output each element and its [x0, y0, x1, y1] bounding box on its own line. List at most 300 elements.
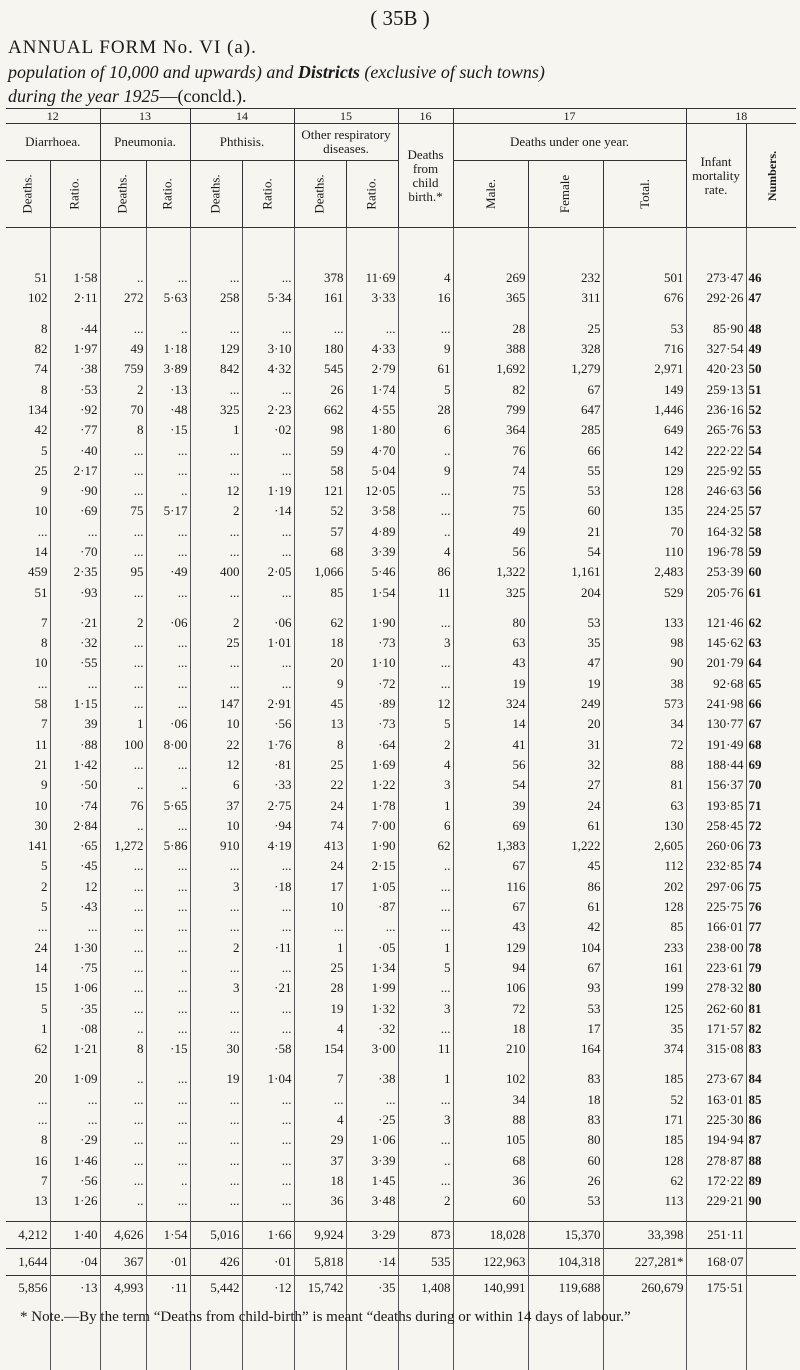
table-cell: 5·46 — [346, 562, 398, 582]
table-cell: 14 — [6, 542, 50, 562]
table-cell: 19 — [294, 998, 346, 1018]
table-cell: 61 — [746, 582, 796, 602]
table-cell: 11 — [398, 1039, 453, 1059]
table-cell: 9 — [398, 461, 453, 481]
table-cell: 9 — [6, 775, 50, 795]
table-cell: ... — [100, 694, 146, 714]
table-cell: 55 — [746, 461, 796, 481]
table-cell: ·29 — [50, 1130, 100, 1150]
table-cell: .. — [398, 1150, 453, 1170]
table-cell: ·11 — [242, 938, 294, 958]
table-cell: 62 — [294, 613, 346, 633]
table-cell: ·77 — [50, 420, 100, 440]
table-cell: 5·86 — [146, 836, 190, 856]
table-cell: 22 — [294, 775, 346, 795]
table-cell: ... — [146, 897, 190, 917]
table-cell: ... — [50, 1110, 100, 1130]
table-cell: .. — [398, 856, 453, 876]
table-cell: 85 — [603, 917, 686, 937]
table-cell: 328 — [528, 339, 603, 359]
table-cell: ... — [146, 674, 190, 694]
table-cell: 1·22 — [346, 775, 398, 795]
table-cell: 5,016 — [190, 1222, 242, 1249]
table-cell: ... — [146, 694, 190, 714]
table-cell: ... — [100, 1171, 146, 1191]
table-cell: 278·87 — [686, 1150, 746, 1170]
table-cell: 236·16 — [686, 400, 746, 420]
table-cell: ... — [398, 674, 453, 694]
col-number-13: 13 — [100, 109, 190, 124]
table-cell: 149 — [603, 379, 686, 399]
table-cell: ... — [190, 268, 242, 288]
table-cell: 68 — [453, 1150, 528, 1170]
table-cell: 53 — [528, 481, 603, 501]
table-cell: ... — [190, 856, 242, 876]
table-cell: 11 — [398, 582, 453, 602]
table-cell: 50 — [746, 359, 796, 379]
table-cell: 92·68 — [686, 674, 746, 694]
table-cell: 1·34 — [346, 958, 398, 978]
table-cell: 30 — [190, 1039, 242, 1059]
table-cell: 662 — [294, 400, 346, 420]
table-cell: 799 — [453, 400, 528, 420]
table-cell: 71 — [746, 795, 796, 815]
table-row — [6, 816, 796, 836]
table-cell: 4·32 — [242, 359, 294, 379]
table-cell: 10 — [6, 501, 50, 521]
table-cell: 53 — [528, 998, 603, 1018]
table-cell: ... — [100, 542, 146, 562]
table-cell: 1 — [190, 420, 242, 440]
table-cell: ... — [398, 978, 453, 998]
table-cell: 76 — [746, 897, 796, 917]
table-cell: ·06 — [146, 714, 190, 734]
table-cell: 5 — [6, 897, 50, 917]
table-cell: ·35 — [50, 998, 100, 1018]
table-cell: 65 — [746, 674, 796, 694]
table-cell: 13 — [6, 1191, 50, 1211]
page-number: ( 35B ) — [0, 6, 800, 31]
table-cell: 378 — [294, 268, 346, 288]
table-cell: 82 — [453, 379, 528, 399]
table-row — [6, 1191, 796, 1211]
table-cell: 7·00 — [346, 816, 398, 836]
table-cell: 78 — [746, 938, 796, 958]
table-cell: 25 — [294, 958, 346, 978]
table-cell: 273·67 — [686, 1069, 746, 1089]
table-cell: 324 — [453, 694, 528, 714]
col-number-15: 15 — [294, 109, 398, 124]
table-cell: 26 — [294, 379, 346, 399]
table-cell: 258 — [190, 288, 242, 308]
table-cell: 223·61 — [686, 958, 746, 978]
table-cell: ·45 — [50, 856, 100, 876]
table-cell: 180 — [294, 339, 346, 359]
table-cell: 104 — [528, 938, 603, 958]
table-cell: 202 — [603, 877, 686, 897]
table-cell: 1·90 — [346, 836, 398, 856]
table-cell: 4 — [294, 1019, 346, 1039]
table-cell: ·04 — [50, 1249, 100, 1276]
sub-phthisis-ratio: Ratio. — [242, 161, 294, 228]
table-cell: 573 — [603, 694, 686, 714]
table-cell: 45 — [294, 694, 346, 714]
table-cell: 2 — [6, 877, 50, 897]
table-row — [6, 938, 796, 958]
table-cell: 82 — [6, 339, 50, 359]
table-cell: ... — [146, 461, 190, 481]
table-cell: 100 — [100, 735, 146, 755]
table-cell: ·90 — [50, 481, 100, 501]
table-cell: 129 — [190, 339, 242, 359]
table-cell: 3·58 — [346, 501, 398, 521]
table-cell: ·44 — [50, 319, 100, 339]
table-cell: 87 — [746, 1130, 796, 1150]
table-cell: 1,446 — [603, 400, 686, 420]
table-cell: ... — [146, 1110, 190, 1130]
table-cell: 238·00 — [686, 938, 746, 958]
table-cell: 426 — [190, 1249, 242, 1276]
table-cell: ... — [100, 582, 146, 602]
table-cell: 69 — [746, 755, 796, 775]
table-cell: 161 — [294, 288, 346, 308]
table-cell: 1,692 — [453, 359, 528, 379]
table-cell: 194·94 — [686, 1130, 746, 1150]
table-cell: 5·34 — [242, 288, 294, 308]
table-cell: ·15 — [146, 1039, 190, 1059]
table-cell: 14 — [453, 714, 528, 734]
table-cell: 17 — [294, 877, 346, 897]
table-cell: 5·17 — [146, 501, 190, 521]
table-row — [6, 674, 796, 694]
table-cell: 121 — [294, 481, 346, 501]
table-cell: 69 — [453, 816, 528, 836]
table-cell: 29 — [294, 1130, 346, 1150]
table-cell: 374 — [603, 1039, 686, 1059]
table-cell: 125 — [603, 998, 686, 1018]
table-cell: ... — [242, 319, 294, 339]
table-cell: 175·51 — [686, 1276, 746, 1370]
table-cell: ... — [50, 674, 100, 694]
table-cell: ... — [242, 1019, 294, 1039]
table-cell: ... — [242, 1150, 294, 1170]
table-cell: 17 — [528, 1019, 603, 1039]
table-cell: 2·23 — [242, 400, 294, 420]
table-row — [6, 420, 796, 440]
table-cell: 172·22 — [686, 1171, 746, 1191]
table-row — [6, 877, 796, 897]
table-cell: 2·05 — [242, 562, 294, 582]
table-cell: 90 — [746, 1191, 796, 1211]
table-cell: 4 — [398, 268, 453, 288]
table-cell: 74 — [294, 816, 346, 836]
table-cell: ... — [146, 522, 190, 542]
table-cell: 1,644 — [6, 1249, 50, 1276]
table-cell: ... — [100, 877, 146, 897]
table-cell: ... — [100, 440, 146, 460]
table-cell: 8 — [6, 633, 50, 653]
table-cell: 3 — [190, 978, 242, 998]
form-subtitle — [8, 62, 545, 83]
table-cell: ... — [294, 319, 346, 339]
sub-male: Male. — [453, 161, 528, 228]
table-row — [6, 1171, 796, 1191]
table-cell: ... — [6, 1110, 50, 1130]
table-cell: ... — [100, 1090, 146, 1110]
table-cell: 34 — [453, 1090, 528, 1110]
table-cell: 68 — [294, 542, 346, 562]
table-cell: 134 — [6, 400, 50, 420]
table-cell: 1·69 — [346, 755, 398, 775]
table-cell: 56 — [453, 755, 528, 775]
table-cell: 22 — [190, 735, 242, 755]
table-cell: ... — [146, 978, 190, 998]
table-cell: 82 — [746, 1019, 796, 1039]
table-cell: 116 — [453, 877, 528, 897]
table-cell: 171 — [603, 1110, 686, 1130]
table-cell: 4·70 — [346, 440, 398, 460]
table-cell: 2 — [190, 938, 242, 958]
table-cell: ... — [190, 674, 242, 694]
table-cell: 98 — [294, 420, 346, 440]
table-cell: 12 — [190, 755, 242, 775]
table-cell: ·13 — [50, 1276, 100, 1370]
table-cell: ... — [242, 1090, 294, 1110]
table-cell: 1·21 — [50, 1039, 100, 1059]
table-cell: ... — [242, 897, 294, 917]
table-cell: 13 — [294, 714, 346, 734]
table-cell: 74 — [453, 461, 528, 481]
table-cell: 52 — [746, 400, 796, 420]
table-cell: ·21 — [50, 613, 100, 633]
table-cell: 246·63 — [686, 481, 746, 501]
year-text: during the year 1925 — [8, 86, 159, 106]
table-cell: 133 — [603, 613, 686, 633]
table-cell: 73 — [746, 836, 796, 856]
table-cell: 24 — [6, 938, 50, 958]
table-cell: 10 — [294, 897, 346, 917]
table-cell: ·12 — [242, 1276, 294, 1370]
table-cell: ... — [190, 461, 242, 481]
mortality-table — [6, 108, 796, 1370]
table-cell: 201·79 — [686, 653, 746, 673]
table-cell: 269 — [453, 268, 528, 288]
table-cell: 142 — [603, 440, 686, 460]
table-cell: 77 — [746, 917, 796, 937]
header-pneumonia: Pneumonia. — [100, 124, 190, 161]
table-cell: 74 — [6, 359, 50, 379]
table-cell: ... — [100, 674, 146, 694]
table-cell: ·05 — [346, 938, 398, 958]
table-cell: 18 — [453, 1019, 528, 1039]
table-cell: 76 — [453, 440, 528, 460]
table-cell: 60 — [453, 1191, 528, 1211]
table-cell: 90 — [603, 653, 686, 673]
table-cell: 64 — [746, 653, 796, 673]
table-cell: ·64 — [346, 735, 398, 755]
table-cell: 61 — [528, 897, 603, 917]
table-cell: ... — [50, 522, 100, 542]
row-gap — [6, 603, 796, 613]
table-cell: 2 — [100, 613, 146, 633]
table-cell: ·49 — [146, 562, 190, 582]
table-row — [6, 319, 796, 339]
row-gap — [6, 228, 796, 269]
table-row — [6, 958, 796, 978]
sub-resp-ratio: Ratio. — [346, 161, 398, 228]
table-cell: 56 — [453, 542, 528, 562]
table-cell: 1·74 — [346, 379, 398, 399]
table-cell: ... — [242, 268, 294, 288]
table-cell: 3·39 — [346, 1150, 398, 1170]
table-row — [6, 379, 796, 399]
table-cell: ... — [242, 674, 294, 694]
table-cell: 39 — [50, 714, 100, 734]
table-cell: ... — [50, 1090, 100, 1110]
header-numbers — [746, 124, 796, 228]
table-cell: 15,742 — [294, 1276, 346, 1370]
table-cell: 204 — [528, 582, 603, 602]
table-cell: 72 — [603, 735, 686, 755]
header-infant-mortality: Infant mortality rate. — [686, 124, 746, 228]
table-cell: 166·01 — [686, 917, 746, 937]
table-cell: 1 — [398, 1069, 453, 1089]
sub-pneumonia-deaths: Deaths. — [100, 161, 146, 228]
table-cell: 1·80 — [346, 420, 398, 440]
table-cell: ... — [100, 1150, 146, 1170]
table-cell: ·55 — [50, 653, 100, 673]
table-cell: 60 — [528, 1150, 603, 1170]
table-cell: 5 — [6, 856, 50, 876]
table-cell: ... — [190, 1150, 242, 1170]
table-cell: 60 — [528, 501, 603, 521]
table-cell: 2·84 — [50, 816, 100, 836]
table-cell: 54 — [528, 542, 603, 562]
table-cell: 49 — [100, 339, 146, 359]
table-cell: 3·48 — [346, 1191, 398, 1211]
table-cell: 1·05 — [346, 877, 398, 897]
table-cell: 63 — [746, 633, 796, 653]
table-cell: 2·17 — [50, 461, 100, 481]
table-row — [6, 795, 796, 815]
table-cell: 4,626 — [100, 1222, 146, 1249]
table-cell: ·15 — [146, 420, 190, 440]
table-cell: 53 — [528, 613, 603, 633]
table-cell: 2,971 — [603, 359, 686, 379]
table-cell: 12 — [398, 694, 453, 714]
table-cell: 102 — [6, 288, 50, 308]
table-cell: 260·06 — [686, 836, 746, 856]
table-cell: 20 — [294, 653, 346, 673]
table-cell: ... — [242, 917, 294, 937]
table-cell: 259·13 — [686, 379, 746, 399]
table-row — [6, 288, 796, 308]
table-cell: 1,272 — [100, 836, 146, 856]
table-cell: 4,993 — [100, 1276, 146, 1370]
table-cell: ·48 — [146, 400, 190, 420]
table-cell: 20 — [528, 714, 603, 734]
table-row — [6, 897, 796, 917]
table-cell: ·14 — [346, 1249, 398, 1276]
table-row — [6, 339, 796, 359]
table-row — [6, 1150, 796, 1170]
table-cell: ... — [398, 653, 453, 673]
table-cell: ... — [190, 897, 242, 917]
table-cell: 459 — [6, 562, 50, 582]
table-cell: ·11 — [146, 1276, 190, 1370]
table-cell: 89 — [746, 1171, 796, 1191]
table-cell: 112 — [603, 856, 686, 876]
table-cell: 62 — [6, 1039, 50, 1059]
table-cell: 292·26 — [686, 288, 746, 308]
table-cell: ... — [242, 1110, 294, 1130]
table-cell: 1,322 — [453, 562, 528, 582]
table-cell: 62 — [398, 836, 453, 856]
table-cell: 873 — [398, 1222, 453, 1249]
table-cell: 28 — [294, 978, 346, 998]
table-cell: 8·00 — [146, 735, 190, 755]
table-cell: 649 — [603, 420, 686, 440]
table-cell: 910 — [190, 836, 242, 856]
table-cell: 128 — [603, 481, 686, 501]
table-cell: 285 — [528, 420, 603, 440]
table-cell: ·18 — [242, 877, 294, 897]
table-cell: 7 — [6, 1171, 50, 1191]
table-cell: ·01 — [146, 1249, 190, 1276]
table-cell: 83 — [528, 1069, 603, 1089]
table-cell: 53 — [746, 420, 796, 440]
table-cell: 8 — [6, 319, 50, 339]
table-cell: 1·30 — [50, 938, 100, 958]
table-cell: 1·78 — [346, 795, 398, 815]
table-cell: 1,161 — [528, 562, 603, 582]
table-cell: .. — [100, 268, 146, 288]
table-cell: 225·92 — [686, 461, 746, 481]
table-cell: 388 — [453, 339, 528, 359]
table-cell: ... — [146, 653, 190, 673]
table-cell: 10 — [190, 816, 242, 836]
table-cell: ... — [100, 481, 146, 501]
table-cell: ... — [242, 856, 294, 876]
table-cell: ... — [146, 1019, 190, 1039]
table-cell: ·87 — [346, 897, 398, 917]
table-cell: ... — [242, 379, 294, 399]
table-cell: 4·19 — [242, 836, 294, 856]
table-cell: ... — [146, 755, 190, 775]
table-cell: 251·11 — [686, 1222, 746, 1249]
table-cell: ... — [100, 319, 146, 339]
table-cell: 647 — [528, 400, 603, 420]
table-cell: 193·85 — [686, 795, 746, 815]
table-cell: .. — [100, 1019, 146, 1039]
table-cell: 15,370 — [528, 1222, 603, 1249]
subtitle-part-a: population of 10,000 and upwards) and — [8, 62, 298, 82]
table-cell: 205·76 — [686, 582, 746, 602]
table-row — [6, 998, 796, 1018]
table-cell: ·92 — [50, 400, 100, 420]
table-row — [6, 856, 796, 876]
table-cell: ·21 — [242, 978, 294, 998]
table-cell: 25 — [6, 461, 50, 481]
table-cell: 51 — [746, 379, 796, 399]
table-cell: ·58 — [242, 1039, 294, 1059]
table-row — [6, 440, 796, 460]
table-cell: 25 — [294, 755, 346, 775]
table-cell: 5 — [398, 714, 453, 734]
table-cell: 8 — [100, 1039, 146, 1059]
table-cell: 2·91 — [242, 694, 294, 714]
table-cell: 67 — [528, 958, 603, 978]
